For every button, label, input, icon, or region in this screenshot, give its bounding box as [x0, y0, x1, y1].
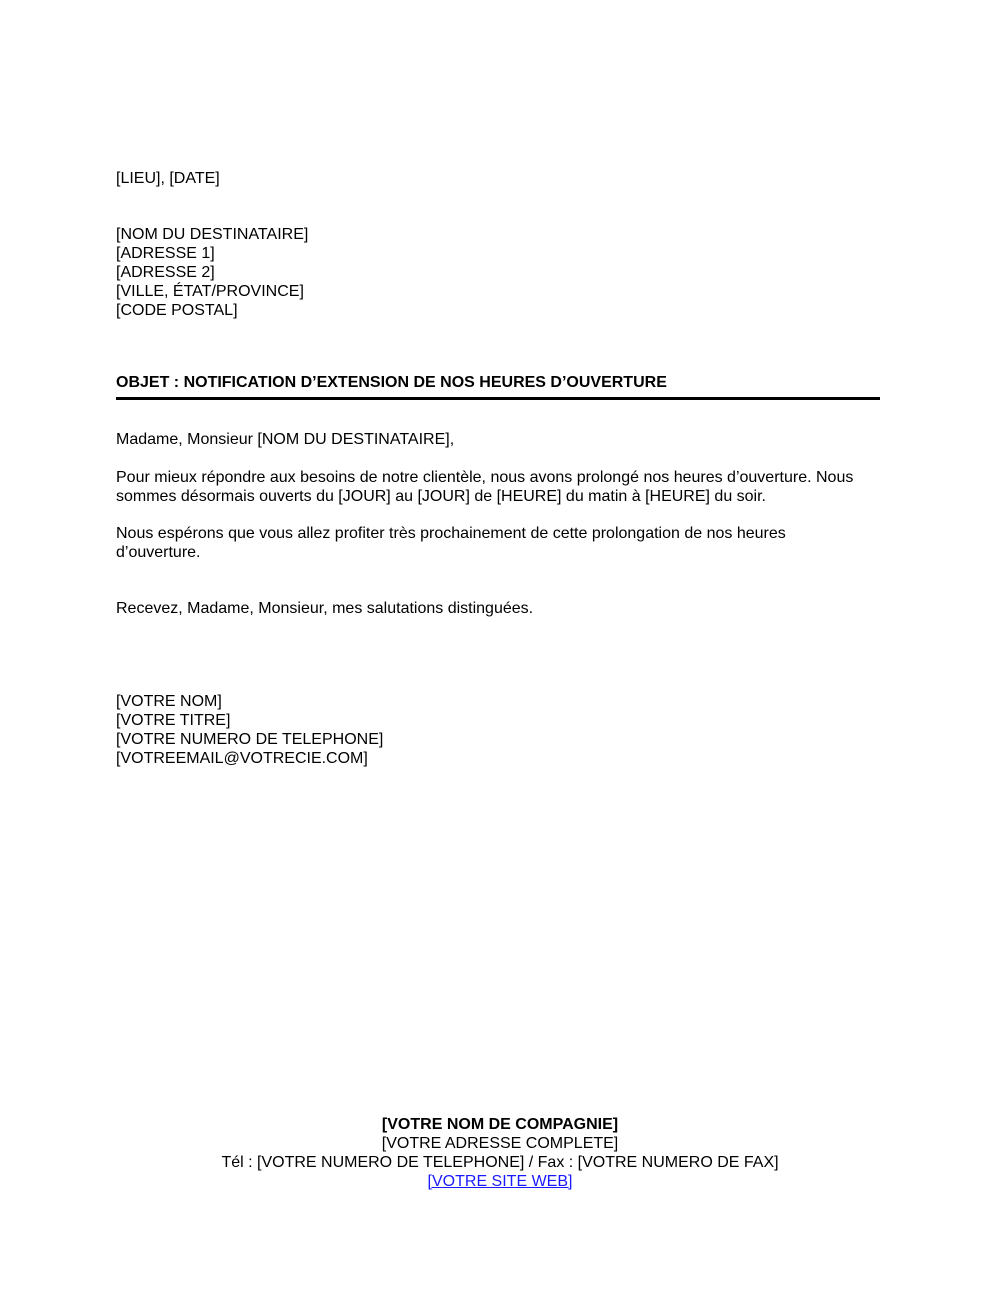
- recipient-address2: [ADRESSE 2]: [116, 264, 215, 281]
- footer-company-name: [VOTRE NOM DE COMPAGNIE]: [381, 1116, 619, 1133]
- paragraph-line: sommes désormais ouverts du [JOUR] au [JOUR] de [HEURE] du matin à [HEURE] du soir.: [116, 488, 766, 505]
- signature-block: [116, 692, 880, 768]
- recipient-address-block: [116, 225, 880, 320]
- recipient-name: [NOM DU DESTINATAIRE]: [116, 226, 309, 243]
- paragraph-line: Nous espérons que vous allez profiter très prochainement de cette prolongation de nos heures: [116, 525, 786, 542]
- signature-title: [VOTRE TITRE]: [116, 712, 231, 729]
- subject-line: OBJET : NOTIFICATION D’EXTENSION DE NOS HEURES D’OUVERTURE: [116, 374, 667, 391]
- recipient-city-state: [VILLE, ÉTAT/PROVINCE]: [116, 283, 304, 300]
- signature-name: [VOTRE NOM]: [116, 693, 222, 710]
- footer-contact: Tél : [VOTRE NUMERO DE TELEPHONE] / Fax : [VOTRE NUMERO DE FAX]: [221, 1154, 779, 1171]
- recipient-postal-code: [CODE POSTAL]: [116, 302, 238, 319]
- place-date: [LIEU], [DATE]: [116, 170, 220, 187]
- salutation: Madame, Monsieur [NOM DU DESTINATAIRE],: [116, 431, 455, 448]
- signature-phone: [VOTRE NUMERO DE TELEPHONE]: [116, 731, 384, 748]
- subject-divider: [116, 397, 880, 400]
- closing: Recevez, Madame, Monsieur, mes salutations distinguées.: [116, 600, 534, 617]
- paragraph-line: Pour mieux répondre aux besoins de notre clientèle, nous avons prolongé nos heures d’ouverture. Nous: [116, 469, 854, 486]
- body-paragraph-1: [116, 468, 880, 506]
- signature-email: [VOTREEMAIL@VOTRECIE.COM]: [116, 750, 368, 767]
- footer-website-link[interactable]: [VOTRE SITE WEB]: [427, 1173, 573, 1190]
- footer-address: [VOTRE ADRESSE COMPLETE]: [381, 1135, 619, 1152]
- body-paragraph-2: [116, 524, 880, 562]
- paragraph-line: d’ouverture.: [116, 544, 201, 561]
- recipient-address1: [ADRESSE 1]: [116, 245, 215, 262]
- company-footer: [0, 1115, 1000, 1191]
